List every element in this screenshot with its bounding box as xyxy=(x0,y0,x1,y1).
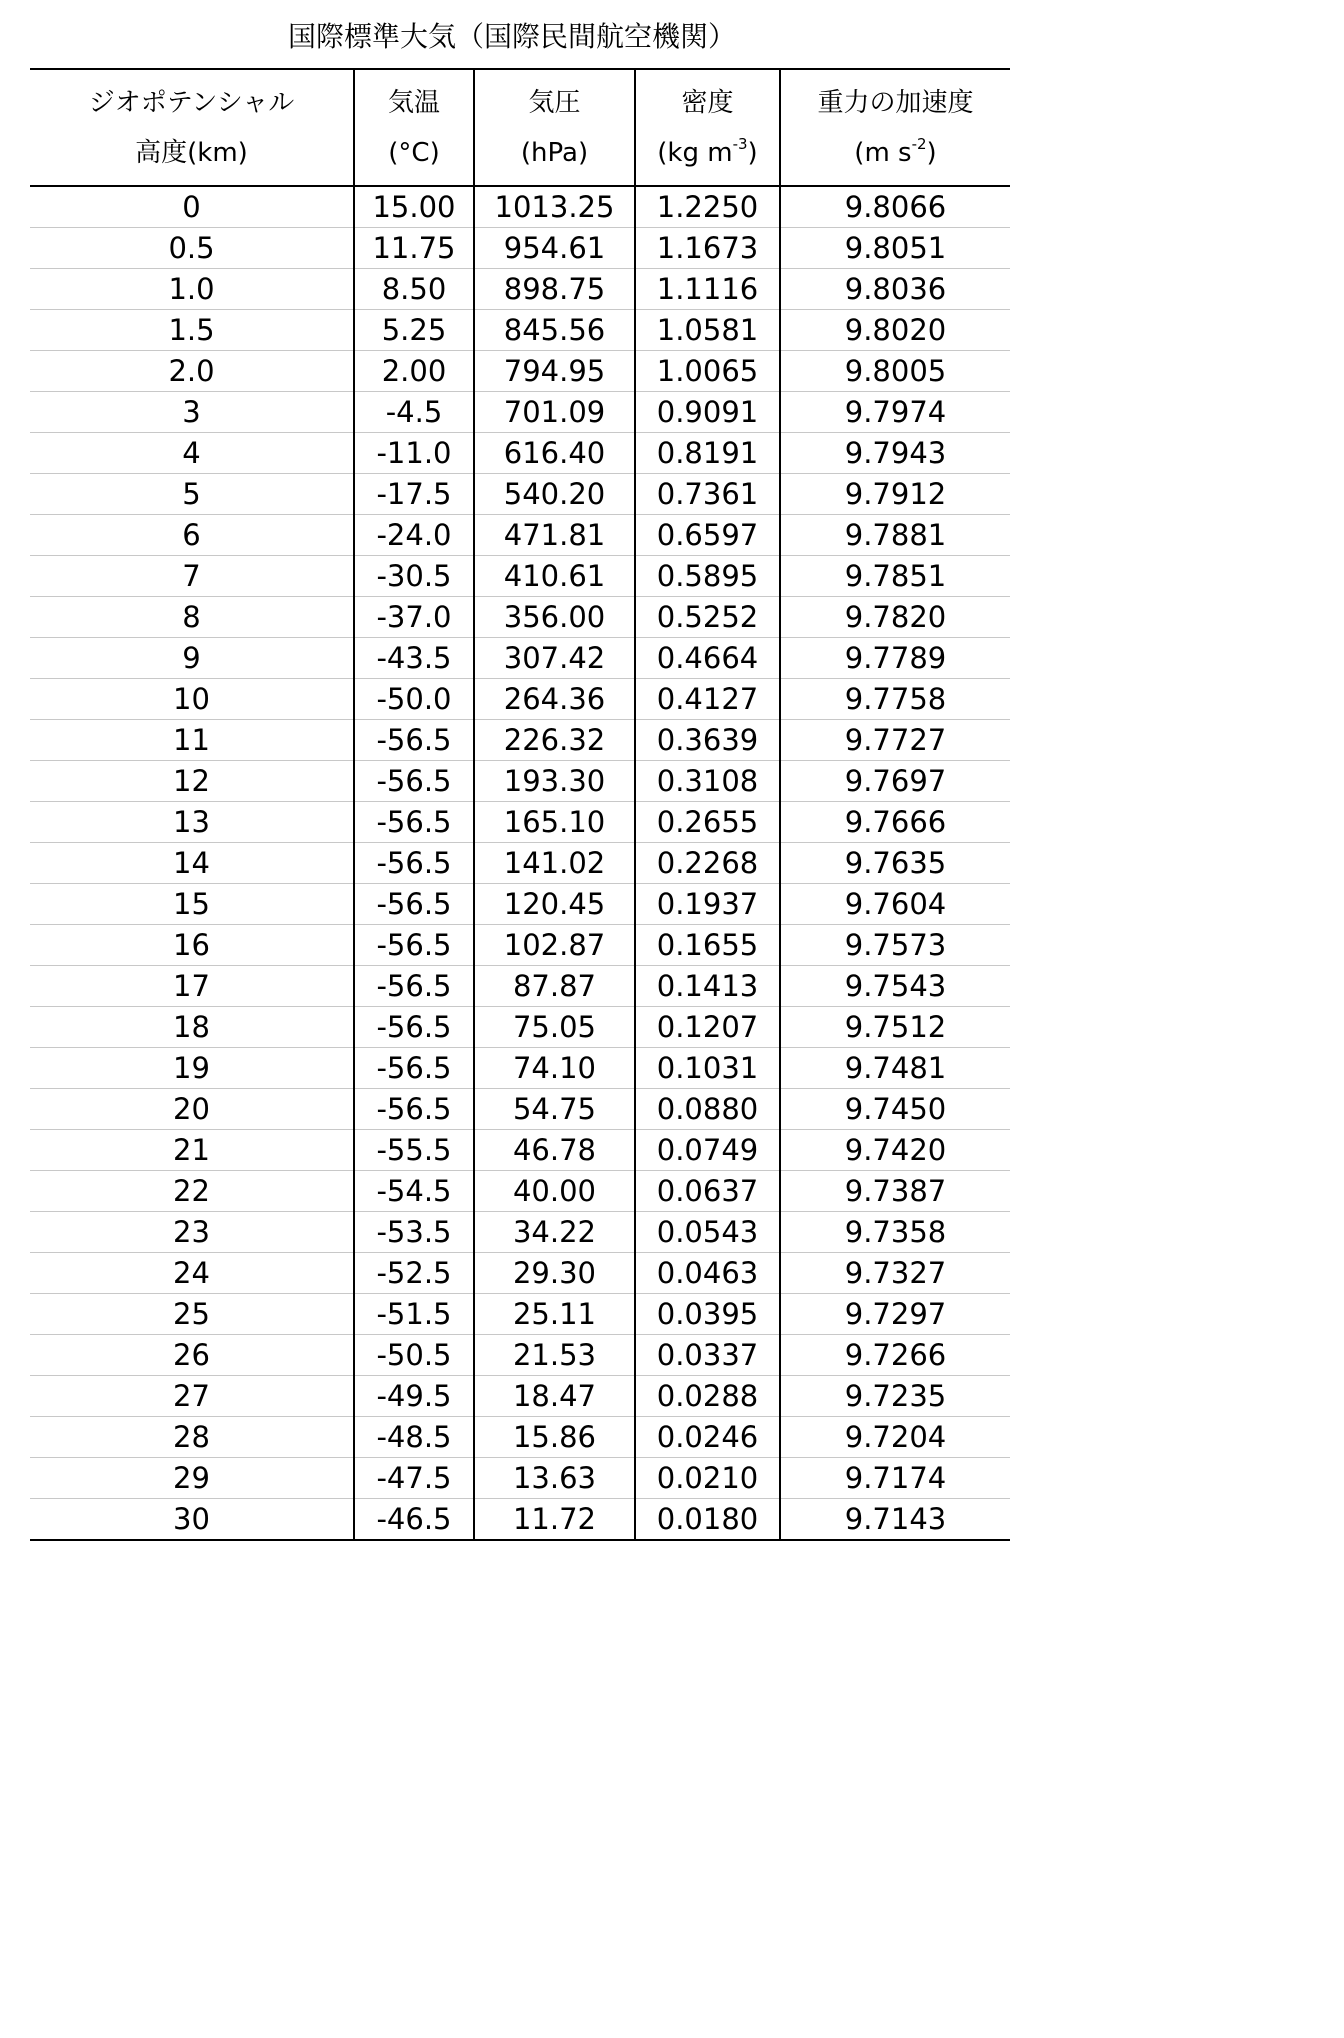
altitude-cell: 6 xyxy=(30,515,354,556)
gravity-cell: 9.7604 xyxy=(780,884,1010,925)
pressure-cell: 15.86 xyxy=(474,1417,635,1458)
table-row xyxy=(30,1130,1010,1171)
altitude-cell: 10 xyxy=(30,679,354,720)
altitude-cell: 25 xyxy=(30,1294,354,1335)
altitude-cell: 28 xyxy=(30,1417,354,1458)
gravity-cell: 9.7235 xyxy=(780,1376,1010,1417)
density-cell: 0.1031 xyxy=(635,1048,780,1089)
gravity-unit-close: ) xyxy=(926,137,937,168)
density-cell: 0.0395 xyxy=(635,1294,780,1335)
temperature-cell: -47.5 xyxy=(354,1458,474,1499)
altitude-cell: 23 xyxy=(30,1212,354,1253)
gravity-cell: 9.7481 xyxy=(780,1048,1010,1089)
altitude-cell: 24 xyxy=(30,1253,354,1294)
temperature-cell: -52.5 xyxy=(354,1253,474,1294)
header-pressure-label: 気圧 xyxy=(528,87,581,118)
altitude-cell: 9 xyxy=(30,638,354,679)
altitude-cell: 19 xyxy=(30,1048,354,1089)
density-cell: 0.0463 xyxy=(635,1253,780,1294)
header-temperature-label: 気温 xyxy=(387,87,440,118)
gravity-cell: 9.7697 xyxy=(780,761,1010,802)
temperature-cell: 15.00 xyxy=(354,186,474,228)
gravity-cell: 9.7204 xyxy=(780,1417,1010,1458)
gravity-cell: 9.7358 xyxy=(780,1212,1010,1253)
pressure-cell: 46.78 xyxy=(474,1130,635,1171)
gravity-cell: 9.7512 xyxy=(780,1007,1010,1048)
table-row xyxy=(30,1294,1010,1335)
table-body xyxy=(30,186,1010,1540)
header-altitude xyxy=(30,69,354,186)
altitude-cell: 1.5 xyxy=(30,310,354,351)
header-density-label: 密度 xyxy=(681,87,734,118)
table-row xyxy=(30,679,1010,720)
density-cell: 0.9091 xyxy=(635,392,780,433)
pressure-cell: 54.75 xyxy=(474,1089,635,1130)
temperature-cell: 2.00 xyxy=(354,351,474,392)
header-altitude-unit: 高度(km) xyxy=(135,137,248,168)
altitude-cell: 12 xyxy=(30,761,354,802)
pressure-cell: 193.30 xyxy=(474,761,635,802)
table-row xyxy=(30,556,1010,597)
density-cell: 0.1937 xyxy=(635,884,780,925)
temperature-cell: -56.5 xyxy=(354,1089,474,1130)
table-row xyxy=(30,1499,1010,1541)
density-cell: 0.3639 xyxy=(635,720,780,761)
temperature-cell: -46.5 xyxy=(354,1499,474,1541)
density-cell: 0.7361 xyxy=(635,474,780,515)
density-cell: 1.0581 xyxy=(635,310,780,351)
temperature-cell: -54.5 xyxy=(354,1171,474,1212)
temperature-cell: 5.25 xyxy=(354,310,474,351)
density-cell: 1.1673 xyxy=(635,228,780,269)
temperature-cell: -56.5 xyxy=(354,1048,474,1089)
table-row xyxy=(30,761,1010,802)
gravity-cell: 9.7666 xyxy=(780,802,1010,843)
gravity-cell: 9.7573 xyxy=(780,925,1010,966)
pressure-cell: 141.02 xyxy=(474,843,635,884)
pressure-cell: 13.63 xyxy=(474,1458,635,1499)
density-cell: 0.2268 xyxy=(635,843,780,884)
density-cell: 0.0337 xyxy=(635,1335,780,1376)
table-row xyxy=(30,638,1010,679)
gravity-cell: 9.7912 xyxy=(780,474,1010,515)
gravity-cell: 9.7174 xyxy=(780,1458,1010,1499)
pressure-cell: 954.61 xyxy=(474,228,635,269)
header-pressure-unit: (hPa) xyxy=(520,137,589,168)
density-cell: 0.4664 xyxy=(635,638,780,679)
temperature-cell: -55.5 xyxy=(354,1130,474,1171)
density-cell: 0.5252 xyxy=(635,597,780,638)
density-cell: 0.3108 xyxy=(635,761,780,802)
table-row xyxy=(30,1458,1010,1499)
altitude-cell: 30 xyxy=(30,1499,354,1541)
temperature-cell: -51.5 xyxy=(354,1294,474,1335)
pressure-cell: 1013.25 xyxy=(474,186,635,228)
standard-atmosphere-table xyxy=(30,68,1010,1541)
density-cell: 0.1207 xyxy=(635,1007,780,1048)
density-cell: 1.2250 xyxy=(635,186,780,228)
density-cell: 0.5895 xyxy=(635,556,780,597)
pressure-cell: 616.40 xyxy=(474,433,635,474)
table-row xyxy=(30,720,1010,761)
gravity-cell: 9.7420 xyxy=(780,1130,1010,1171)
density-cell: 0.8191 xyxy=(635,433,780,474)
temperature-cell: -4.5 xyxy=(354,392,474,433)
table-row xyxy=(30,966,1010,1007)
pressure-cell: 29.30 xyxy=(474,1253,635,1294)
temperature-cell: -24.0 xyxy=(354,515,474,556)
temperature-cell: -48.5 xyxy=(354,1417,474,1458)
altitude-cell: 16 xyxy=(30,925,354,966)
gravity-cell: 9.7943 xyxy=(780,433,1010,474)
temperature-cell: -30.5 xyxy=(354,556,474,597)
pressure-cell: 794.95 xyxy=(474,351,635,392)
gravity-cell: 9.7266 xyxy=(780,1335,1010,1376)
altitude-cell: 20 xyxy=(30,1089,354,1130)
temperature-cell: -53.5 xyxy=(354,1212,474,1253)
altitude-cell: 2.0 xyxy=(30,351,354,392)
altitude-cell: 29 xyxy=(30,1458,354,1499)
altitude-cell: 15 xyxy=(30,884,354,925)
table-row xyxy=(30,351,1010,392)
altitude-cell: 22 xyxy=(30,1171,354,1212)
altitude-cell: 27 xyxy=(30,1376,354,1417)
table-row xyxy=(30,392,1010,433)
table-row xyxy=(30,186,1010,228)
header-gravity-unit xyxy=(781,128,1010,178)
density-cell: 1.1116 xyxy=(635,269,780,310)
table-row xyxy=(30,1048,1010,1089)
density-unit-base: (kg m xyxy=(657,137,733,168)
table-header xyxy=(30,69,1010,186)
table-row xyxy=(30,1007,1010,1048)
altitude-cell: 7 xyxy=(30,556,354,597)
altitude-cell: 8 xyxy=(30,597,354,638)
pressure-cell: 120.45 xyxy=(474,884,635,925)
altitude-cell: 1.0 xyxy=(30,269,354,310)
table-row xyxy=(30,1376,1010,1417)
pressure-cell: 87.87 xyxy=(474,966,635,1007)
header-temperature xyxy=(354,69,474,186)
gravity-cell: 9.8051 xyxy=(780,228,1010,269)
table-row xyxy=(30,1335,1010,1376)
temperature-cell: 11.75 xyxy=(354,228,474,269)
table-title: 国際標準大気（国際民間航空機関） xyxy=(287,20,736,53)
altitude-cell: 18 xyxy=(30,1007,354,1048)
temperature-cell: -37.0 xyxy=(354,597,474,638)
altitude-cell: 5 xyxy=(30,474,354,515)
table-row xyxy=(30,1417,1010,1458)
gravity-cell: 9.7789 xyxy=(780,638,1010,679)
temperature-cell: -56.5 xyxy=(354,1007,474,1048)
table-row xyxy=(30,597,1010,638)
altitude-cell: 21 xyxy=(30,1130,354,1171)
header-density xyxy=(635,69,780,186)
pressure-cell: 74.10 xyxy=(474,1048,635,1089)
gravity-cell: 9.8020 xyxy=(780,310,1010,351)
temperature-cell: -50.5 xyxy=(354,1335,474,1376)
gravity-cell: 9.7851 xyxy=(780,556,1010,597)
pressure-cell: 165.10 xyxy=(474,802,635,843)
pressure-cell: 21.53 xyxy=(474,1335,635,1376)
temperature-cell: -56.5 xyxy=(354,761,474,802)
gravity-cell: 9.7450 xyxy=(780,1089,1010,1130)
gravity-cell: 9.7727 xyxy=(780,720,1010,761)
gravity-cell: 9.7543 xyxy=(780,966,1010,1007)
header-row xyxy=(30,69,1010,186)
altitude-cell: 11 xyxy=(30,720,354,761)
density-unit-close: ) xyxy=(747,137,758,168)
temperature-cell: -56.5 xyxy=(354,843,474,884)
temperature-cell: -17.5 xyxy=(354,474,474,515)
temperature-cell: -50.0 xyxy=(354,679,474,720)
temperature-cell: -56.5 xyxy=(354,884,474,925)
density-cell: 0.4127 xyxy=(635,679,780,720)
density-cell: 0.1413 xyxy=(635,966,780,1007)
table-row xyxy=(30,433,1010,474)
pressure-cell: 845.56 xyxy=(474,310,635,351)
pressure-cell: 264.36 xyxy=(474,679,635,720)
density-cell: 0.0246 xyxy=(635,1417,780,1458)
density-cell: 0.1655 xyxy=(635,925,780,966)
density-cell: 0.0543 xyxy=(635,1212,780,1253)
table-row xyxy=(30,474,1010,515)
density-cell: 0.0749 xyxy=(635,1130,780,1171)
table-row xyxy=(30,1089,1010,1130)
gravity-unit-base: (m s xyxy=(854,137,912,168)
gravity-cell: 9.7327 xyxy=(780,1253,1010,1294)
gravity-cell: 9.7387 xyxy=(780,1171,1010,1212)
pressure-cell: 410.61 xyxy=(474,556,635,597)
table-row xyxy=(30,884,1010,925)
table-row xyxy=(30,1212,1010,1253)
temperature-cell: -56.5 xyxy=(354,966,474,1007)
altitude-cell: 17 xyxy=(30,966,354,1007)
density-cell: 0.0210 xyxy=(635,1458,780,1499)
temperature-cell: -56.5 xyxy=(354,925,474,966)
gravity-cell: 9.7881 xyxy=(780,515,1010,556)
pressure-cell: 226.32 xyxy=(474,720,635,761)
pressure-cell: 898.75 xyxy=(474,269,635,310)
pressure-cell: 25.11 xyxy=(474,1294,635,1335)
gravity-cell: 9.7974 xyxy=(780,392,1010,433)
pressure-cell: 307.42 xyxy=(474,638,635,679)
table-row xyxy=(30,310,1010,351)
table-row xyxy=(30,1253,1010,1294)
gravity-unit-exponent: -2 xyxy=(911,134,927,153)
table-row xyxy=(30,802,1010,843)
altitude-cell: 0 xyxy=(182,190,201,224)
density-cell: 0.6597 xyxy=(635,515,780,556)
header-altitude-label: ジオポテンシャル xyxy=(88,87,295,118)
temperature-cell: 8.50 xyxy=(354,269,474,310)
header-density-unit xyxy=(636,128,779,178)
density-cell: 0.0637 xyxy=(635,1171,780,1212)
header-gravity-label: 重力の加速度 xyxy=(817,87,974,118)
gravity-cell: 9.7635 xyxy=(780,843,1010,884)
altitude-cell: 14 xyxy=(30,843,354,884)
altitude-cell: 3 xyxy=(30,392,354,433)
pressure-cell: 75.05 xyxy=(474,1007,635,1048)
gravity-cell: 9.8036 xyxy=(780,269,1010,310)
table-row xyxy=(30,843,1010,884)
pressure-cell: 540.20 xyxy=(474,474,635,515)
density-cell: 0.0180 xyxy=(635,1499,780,1541)
table-row xyxy=(30,1171,1010,1212)
header-pressure xyxy=(474,69,635,186)
table-row xyxy=(30,228,1010,269)
gravity-cell: 9.7143 xyxy=(780,1499,1010,1541)
density-cell: 0.2655 xyxy=(635,802,780,843)
density-cell: 1.0065 xyxy=(635,351,780,392)
pressure-cell: 356.00 xyxy=(474,597,635,638)
header-temperature-unit: (°C) xyxy=(388,137,440,168)
temperature-cell: -43.5 xyxy=(354,638,474,679)
temperature-cell: -49.5 xyxy=(354,1376,474,1417)
altitude-cell: 13 xyxy=(30,802,354,843)
pressure-cell: 701.09 xyxy=(474,392,635,433)
gravity-cell: 9.8005 xyxy=(780,351,1010,392)
gravity-cell: 9.8066 xyxy=(780,186,1010,228)
gravity-cell: 9.7297 xyxy=(780,1294,1010,1335)
temperature-cell: -56.5 xyxy=(354,802,474,843)
altitude-cell: 0.5 xyxy=(30,228,354,269)
pressure-cell: 471.81 xyxy=(474,515,635,556)
temperature-cell: -11.0 xyxy=(354,433,474,474)
density-unit-exponent: -3 xyxy=(732,134,748,153)
pressure-cell: 102.87 xyxy=(474,925,635,966)
pressure-cell: 18.47 xyxy=(474,1376,635,1417)
pressure-cell: 34.22 xyxy=(474,1212,635,1253)
density-cell: 0.0880 xyxy=(635,1089,780,1130)
pressure-cell: 40.00 xyxy=(474,1171,635,1212)
table-row xyxy=(30,925,1010,966)
table-row xyxy=(30,269,1010,310)
temperature-cell: -56.5 xyxy=(354,720,474,761)
header-gravity xyxy=(780,69,1010,186)
gravity-cell: 9.7820 xyxy=(780,597,1010,638)
altitude-cell: 4 xyxy=(30,433,354,474)
pressure-cell: 11.72 xyxy=(474,1499,635,1541)
gravity-cell: 9.7758 xyxy=(780,679,1010,720)
altitude-cell: 26 xyxy=(30,1335,354,1376)
density-cell: 0.0288 xyxy=(635,1376,780,1417)
table-row xyxy=(30,515,1010,556)
